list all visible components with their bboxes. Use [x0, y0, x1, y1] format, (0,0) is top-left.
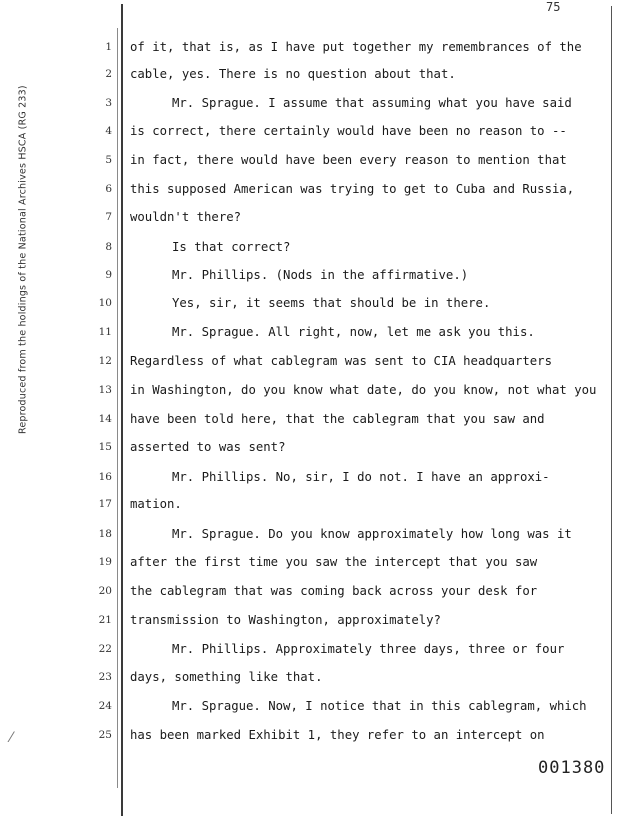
transcript-line: after the first time you saw the intercept that you saw	[130, 555, 538, 569]
line-number: 9	[105, 269, 112, 281]
line-number: 7	[105, 211, 112, 223]
transcript-line: Mr. Phillips. No, sir, I do not. I have an approxi-	[172, 470, 550, 484]
line-number: 10	[98, 297, 112, 309]
line-number: 8	[105, 241, 112, 253]
line-number: 1	[105, 41, 112, 53]
line-number: 11	[98, 326, 112, 338]
transcript-line: of it, that is, as I have put together my remembrances of the	[130, 40, 582, 54]
line-number: 16	[98, 471, 112, 483]
line-number: 24	[98, 700, 112, 712]
archive-side-note: Reproduced from the holdings of the National Archives HSCA (RG 233)	[17, 85, 29, 435]
transcript-line: Is that correct?	[172, 240, 291, 254]
transcript-line: Mr. Phillips. Approximately three days, three or four	[172, 642, 565, 656]
transcript-line: have been told here, that the cablegram that you saw and	[130, 412, 545, 426]
line-number: 12	[98, 355, 112, 367]
transcript-line: in Washington, do you know what date, do you know, not what you	[130, 383, 597, 397]
line-number: 19	[98, 556, 112, 568]
transcript-line: Mr. Sprague. I assume that assuming what you have said	[172, 96, 572, 110]
transcript-line: transmission to Washington, approximately?	[130, 613, 441, 627]
transcript-line: Mr. Phillips. (Nods in the affirmative.)	[172, 268, 469, 282]
transcript-line: mation.	[130, 497, 182, 511]
transcript-line: cable, yes. There is no question about that.	[130, 67, 456, 81]
line-number: 5	[105, 154, 112, 166]
transcript-line: is correct, there certainly would have been no reason to --	[130, 124, 567, 138]
transcript-line: the cablegram that was coming back across your desk for	[130, 584, 538, 598]
line-number: 20	[98, 585, 112, 597]
line-number: 21	[98, 614, 112, 626]
transcript-line: Regardless of what cablegram was sent to CIA headquarters	[130, 354, 552, 368]
scan-mark: ⁄	[10, 730, 13, 746]
page-number: 75	[546, 0, 561, 14]
transcript-line: Yes, sir, it seems that should be in there.	[172, 296, 491, 310]
line-number: 13	[98, 384, 112, 396]
transcript-line: has been marked Exhibit 1, they refer to an intercept on	[130, 728, 545, 742]
line-number: 23	[98, 671, 112, 683]
right-margin-rule	[611, 6, 612, 814]
line-number: 22	[98, 643, 112, 655]
transcript-line: wouldn't there?	[130, 210, 242, 224]
transcript-line: asserted to was sent?	[130, 440, 286, 454]
line-number: 2	[105, 68, 112, 80]
transcript-line: days, something like that.	[130, 670, 323, 684]
transcript-line: Mr. Sprague. Do you know approximately how long was it	[172, 527, 572, 541]
transcript-line: Mr. Sprague. All right, now, let me ask you this.	[172, 325, 535, 339]
line-number: 3	[105, 97, 112, 109]
line-number: 6	[105, 183, 112, 195]
transcript-line: Mr. Sprague. Now, I notice that in this cablegram, which	[172, 699, 587, 713]
line-number: 14	[98, 413, 112, 425]
transcript-line: in fact, there would have been every reason to mention that	[130, 153, 567, 167]
line-number: 15	[98, 441, 112, 453]
line-number: 25	[98, 729, 112, 741]
line-number: 4	[105, 125, 112, 137]
document-stamp-number: 001380	[538, 758, 606, 778]
line-number: 17	[98, 498, 112, 510]
line-number: 18	[98, 528, 112, 540]
left-margin-rule-inner	[117, 28, 118, 788]
left-margin-rule	[121, 4, 123, 816]
transcript-line: this supposed American was trying to get to Cuba and Russia,	[130, 182, 575, 196]
